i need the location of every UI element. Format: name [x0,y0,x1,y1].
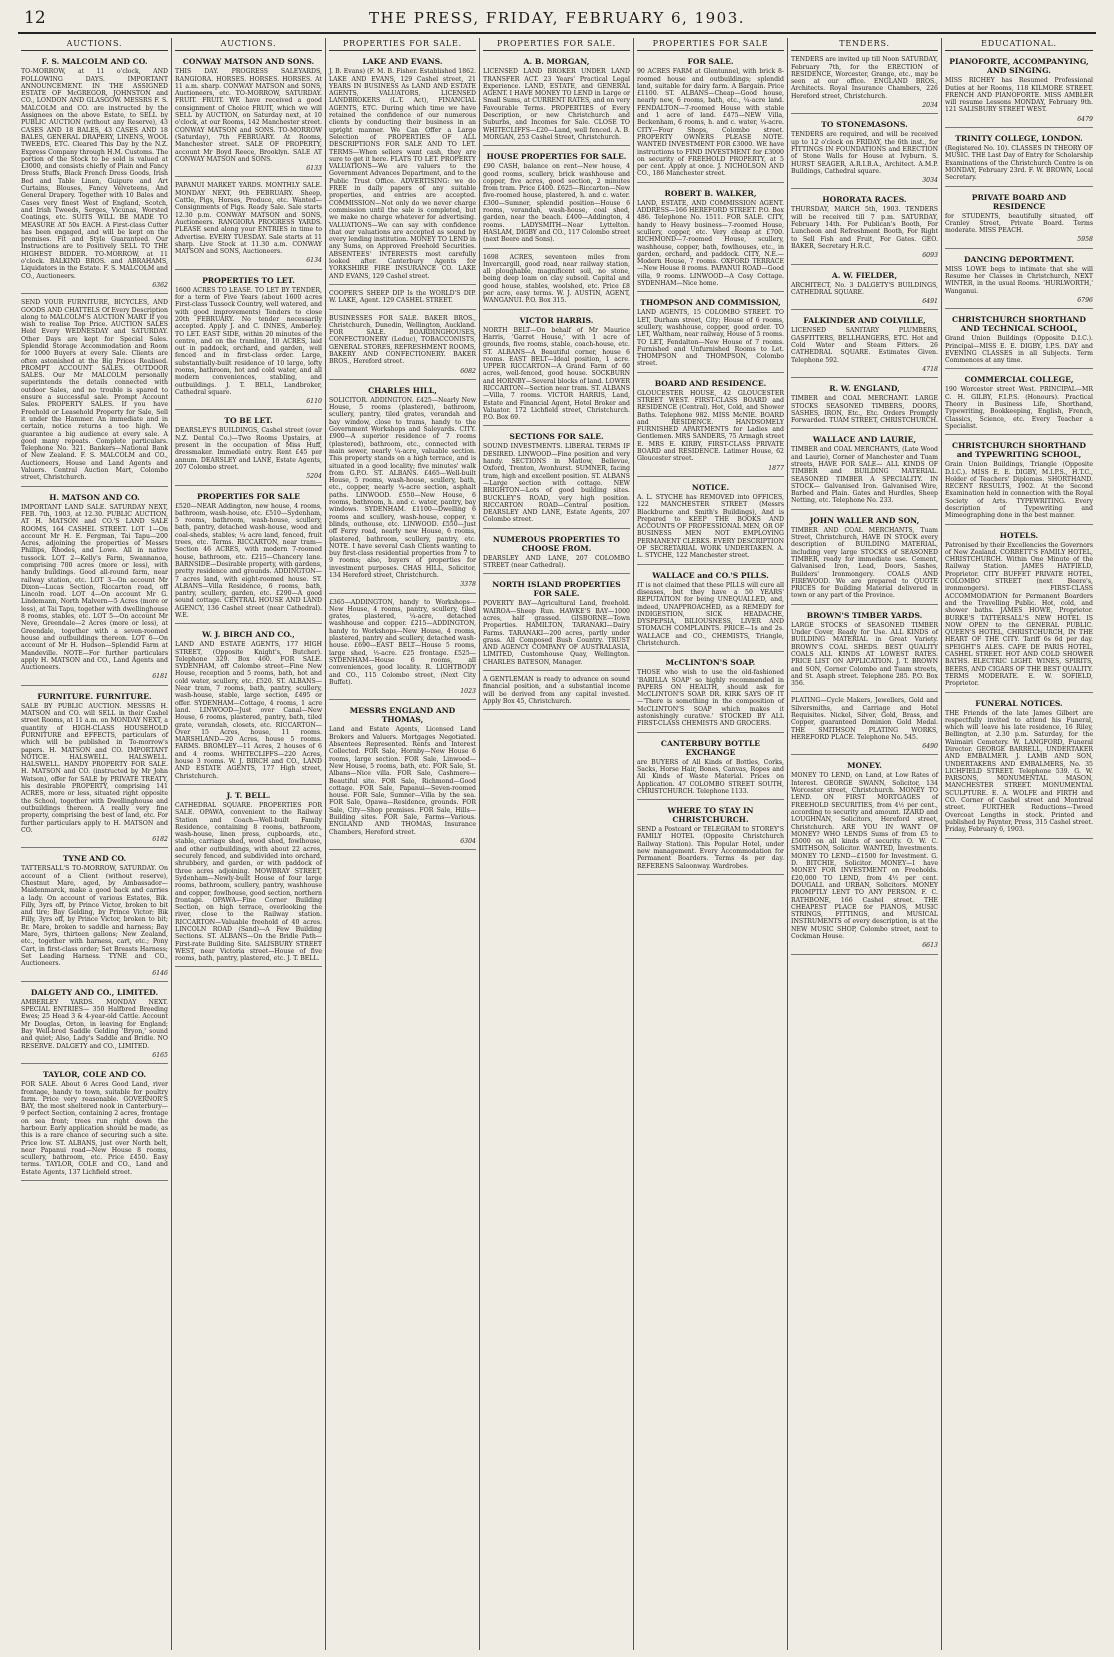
advertisement-title: HOUSE PROPERTIES FOR SALE. [486,152,627,162]
advertisement [791,313,938,378]
advertisement-title: CHRISTCHURCH SHORTHAND AND TECHNICAL SCHOOL, [952,315,1086,334]
advertisement [637,803,784,875]
advertisement-title: DALGETY AND CO., LIMITED. [30,987,159,997]
advertisement-title: PROPERTIES FOR SALE [197,491,300,501]
advertisement-reference: 6082 [460,367,476,375]
advertisement-title: LAKE AND EVANS. [362,57,443,67]
advertisement [21,851,168,981]
advertisement-title: NOTICE. [691,482,730,492]
advertisement [945,54,1093,128]
column-7 [942,38,1096,1650]
advertisement [175,489,322,625]
advertisement [175,273,322,411]
advertisement-body: LICENSED LAND BROKER UNDER LAND TRANSFER ACT. 23 Years' Practical Legal Experience. LAND, ESTATE, and GENERAL AGENT. I HAVE MONEY TO LEND in Large or Small Sums, at CURRENT RATES, and on very Favourable Terms. PROPERTIES of Every Description, or new Christchurch and Suburbs, and Incomes for Sale. CLOSE TO WHITECLIFFS—£20—Land, well fenced. A. B. MORGAN, 253 Cashel Street, Christchurch. [483,68,630,141]
advertisement [175,54,322,177]
advertisement-title: NUMEROUS PROPERTIES TO CHOOSE FROM. [492,534,621,553]
advertisement-title: WALLACE and CO.'S PILLS. [652,570,769,580]
page-number: 12 [24,8,46,28]
advertisement-reference: 6093 [922,252,938,260]
advertisement [791,758,938,954]
advertisement-body: TO-MORROW, at 11 o'clock, AND FOLLOWING DAYS. IMPORTANT ANNOUNCEMENT. IN THE ASSIGNED ESTATE OF McGREGOR, JOHNSTON and CO., LONDON AND GLASGOW. MESSRS F. S. MALCOLM and CO. are instructed by the Assignees on the above Estate, to SELL by PUBLIC AUCTION (without any Reserve), 43 CASES AND 18 BALES, 43 CASES AND 18 BALES, GENERAL DRAPERY, LINENS, WOOL TWEEDS, ETC. Cleared This Day by the N.Z. Express Company through H.M. Customs. The portion of the Stock to be sold is valued at £3000, and consists chiefly of Plain and Fancy Dress Stuffs, Black French Dress Goods, Irish Bed and Table Linen, Guipure and Art Curtains, Blouses, Fancy Velveteens, And General Drapery. Together with 10 Bales and Cases very finest West of England, Scotch, and Irish Tweeds, Serges, Vicunas, Worsted Coatings, etc. SUITS WILL BE MADE TO MEASURE AT 50s EACH. A First-class Cutter has been engaged, and will be kept on the premises. Fit and Style Guaranteed. Our Instructions are to Positively SELL TO THE HIGHEST BIDDER. TO-MORROW, at 11 o'clock. BALKIND BROS. and ABRAHAMS, Liquidators in the Estate. F. S. MALCOLM and CO., Auctioneers. [21,68,168,280]
advertisement [945,372,1093,435]
column-heading: EDUCATIONAL. [945,38,1093,51]
advertisement-body: SEND a Postcard or TELEGRAM to STOREY'S FAMILY HOTEL (Opposite Christchurch Railway Station). This Popular Hotel, under new management. Every Accommodation for Permanent Boarders. Terms 4s per day. REFERENS Saloonway. Wardrobes. [637,826,784,870]
advertisement-title: A. B. MORGAN, [523,57,590,67]
advertisement-title: HORORATA RACES. [822,195,907,205]
masthead [18,6,1096,34]
advertisement [329,597,476,701]
advertisement-body: (Registered No. 10). CLASSES IN THEORY OF MUSIC. THE Last Day of Entry for Scholarship Examinations of the Christchurch Centre is on MONDAY, February 23rd. F. W. BROWN, Local Secretary. [945,145,1093,182]
advertisement-body: Land and Estate Agents, Licensed Land Brokers and Valuers. Mortgages Negotiated. Absentees Represented. Rents and Interest Collected. FOR Sale, Hornby—New House 6 rooms, large section. FOR Sale, Linwood—New House, 5 rooms, bath, etc. FOR Sale, St. Albans—Nice villa. FOR Sale, Cashmere—Beautiful site. FOR Sale, Richmond—Good cottage. FOR Sale, Papanui—Seven-roomed house. FOR Sale, Sumner—Villa by the sea. FOR Sale, Opawa—Residence, grounds. FOR Sale, City—Shop premises. FOR Sale, Hills—Building sites. FOR Sale, Farms—Various. ENGLAND AND THOMAS, Insurance Chambers, Hereford street. [329,726,476,836]
column-heading: AUCTIONS. [21,38,168,51]
advertisement-body: FOR SALE. About 6 Acres Good Land, river frontage, handy to town, suitable for poultry farm. Price very reasonable. GOVERNOR'S BAY, the most sheltered nook in Canterbury—9 perfect Section, containing 2 acres, frontage on sea front; trees run right down the harbour. Early application should be made, as this is a rare chance of securing such a site. Price low. ST. ALBANS, just over North belt, near Papanui road—New House 8 rooms, scullery, bathroom, etc. Price £450. Easy terms. TAYLOR, COLE and CO., Land and Estate Agents, 137 Lichfield street. [21,1081,168,1176]
advertisement-body: 1600 ACRES TO LEASE. TO LET BY TENDER, for a term of Five Years (about 1600 acres First-class Tussock Country, well watered, and with good improvements) Tenders to close 20th FEBRUARY. No tender necessarily accepted. Apply J. and C. INNES, Amberley. TO LET. EAST SIDE, within 20 minutes of the centre, and on the tramline, 10 ACRES, laid out in paddock, orchard, and garden, well fenced and in first-class order. Large, substantially-built residence of 10 large, lofty rooms, bathroom, hot and cold water, and all modern conveniences, stabling, and outbuildings. J. T. BELL, Landbroker, Cathedral square. [175,286,322,396]
advertisement-title: JOHN WALLER AND SON, [809,515,920,525]
advertisement-reference: 6181 [152,673,168,681]
advertisement-body: ARCHITECT, No. 3 DALGETY'S BUILDINGS, CATHEDRAL SQUARE. [791,281,938,296]
advertisement-title: McCLINTON'S SOAP. [665,658,756,668]
advertisement [637,186,784,293]
advertisement [329,288,476,310]
advertisement [175,788,322,968]
advertisement-title: WHERE TO STAY IN CHRISTCHURCH. [667,806,754,825]
advertisement [791,192,938,264]
advertisement-title: J. T. BELL. [226,790,271,800]
advertisement-body: PLATING—Cycle Makers, Jewellers, Gold and Silversmiths, and Carriage and Hotel Requisites. Nickel, Silver, Gold, Brass, and Copper, guaranteed Dominion Gold Medal. THE SMITHSON PLATING WORKS, HEREFORD PLACE. Telephone No. 545. [791,697,938,741]
advertisement-reference: 6362 [152,281,168,289]
advertisement-body: BUSINESSES FOR SALE. BAKER BROS., Christchurch, Dunedin, Wellington, Auckland. FOR SALE. BOARDINGHOUSES, CONFECTIONERY (Leduc), TOBACCONISTS, GENERAL STORES, REFRESHMENT ROOMS, BAKERY AND CONFECTIONERY. BAKER BROS., Hereford street. [329,314,476,366]
advertisement-reference: 4718 [922,365,938,373]
advertisement-title: CHRISTCHURCH SHORTHAND and TYPEWRITING SCHOOL, [952,441,1086,460]
advertisement-title: BROWN'S TIMBER YARDS. [806,610,923,620]
advertisement-body: SEND YOUR FURNITURE, BICYCLES, AND GOODS AND CHATTELS Of Every Description along to MALCOLM'S AUCTION MART If you wish to realise Top Price. AUCTION SALES Held Every WEDNESDAY and SATURDAY. Other Days are kept for Special Sales. Splendid Storage Accommodation and Room for 1000 Buyers at every Sale. Clients are often astonished at the Big Prices Realised. PROMPT ACCOUNT SALES. OUTDOOR SALES. Our Mr MALCOLM personally superintends the details connected with outdoor Sales, and no trouble is spared to ensure a successful sale. Prompt Account Sales. PROPERTY SALES. If you have Freehold or Leasehold Property for Sale, Sell it under the Hammer. An immediate and in certain, notice returns a too high. We guarantee a big audience at every sale. A good many repeats. Complete particulars. Telephone No. 321. Bankers—National Bank of New Zealand. F. S. MALCOLM and CO., Auctioneers, House and Land Agents and Valuers. Central Auction Mart, Colombo street, Christchurch. [21,299,168,482]
advertisement [791,432,938,509]
advertisement-body: £90 CASH, balance on rent—New house, 4 good rooms, scullery, brick washhouse and copper, five acres, good section, 2 minutes from tram. Price £400. £625—Riccarton—New five-roomed house, plastered, h. and c. water. £300—Sumner, splendid position—House 6 rooms, verandah, wash-house, coal shed, garden, near the beach. £400—Addington, 4 rooms. LADYSMITH—Near Lyttelton. HASLAM, DIGBY and CO., 117 Colombo street (next Beere and Sons). [483,163,630,244]
advertisement [483,313,630,427]
advertisement-body: TIMBER and COAL MERCHANT. LARGE STOCKS SEASONED TIMBERS, DOORS, SASHES, IRON, Etc., Etc. Orders Promptly Forwarded. TUAM STREET, CHRISTCHURCH. [791,395,938,425]
advertisement-body: LARGE STOCKS of SEASONED TIMBER Under Cover, Ready for Use. ALL KINDS of BUILDING MATERIAL in Great Variety. BROWN'S COAL SHEDS. BEST QUALITY COALS ALL KINDS AT LOWEST RATES. PRICE LIST ON APPLICATION. J. T. BROWN and SON, Corner Colombo and Tuam streets, and St. Asaph street. Telephone 285. P.O. Box 356. [791,621,938,688]
advertisement-title: CANTERBURY BOTTLE EXCHANGE [660,738,761,757]
advertisement [791,695,938,755]
advertisement-body: Grand Union Buildings (Opposite D.I.C.). Principal—MISS E. E. DIGBY, I.P.S. DAY and EVENING CLASSES in all Subjects. Term Commences at any time. [945,335,1093,365]
advertisement-title: COMMERCIAL COLLEGE, [964,375,1074,385]
advertisement-reference: 6146 [152,969,168,977]
advertisement-body: are BUYERS of All Kinds of Bottles, Corks, Sacks, Horse Hair, Bones, Canvas, Ropes and All Kinds of Waste Material. Prices on Application. 47 COLOMBO STREET SOUTH, CHRISTCHURCH. Telephone 1133. [637,758,784,795]
advertisement-body: NORTH BELT—On behalf of Mr Maurice Harris, 'Garret House,' with 1 acre of grounds, five rooms, stable, coach-house, etc. ST. ALBANS—A Beautiful corner, house 6 rooms. EAST BELT—Ideal position, 1 acre. UPPER RICCARTON—A Grand Farm of 60 acres, well-fenced, good house. SOCKBURN and HORNBY—Several blocks of land. LOWER RICCARTON—Section near tram. ST. ALBANS—Villa, 7 rooms. VICTOR HARRIS, Land, Estate and Financial Agent, Hotel Broker and Valuator. 172 Lichfield street, Christchurch. P.O. Box 69. [483,326,630,422]
advertisement-body: THE Friends of the late James Gilbert are respectfully invited to attend his Funeral, which will leave his late residence, 16 Riley, Bellington, at 2.30 p.m. Saturday, for the Waimairi Cemetery. W. LANGFORD, Funeral Director. GEORGE BARRELL, UNDERTAKER AND EMBALMER. J. LAMB AND SON, UNDERTAKERS AND EMBALMERS, No. 35 LICHFIELD STREET. Telephone 539. G. W. PARSONS, MONUMENTAL MASON, MANCHESTER STREET. MONUMENTAL SCULPTURE. E. A. WOLFE and FIRTH and CO. Corner of Cashel street and Montreal street. FURTHER Reductions—Tweed Overcoat Lengths in stock. Printed and published by Paynter, Press, 315 Cashel street. Friday, February 6, 1903. [945,709,1093,834]
advertisement-body: 1698 ACRES, seventeen miles from Invercargill, good road, near railway station, all ploughable, magnificent soil, no stone, being deep loam on clay subsoil. Capital and good house, stables, woolshed, etc. Price £8 per acre, easy terms. W. J. AUSTIN, AGENT, WANGANUI. P.O. Box 315. [483,253,630,305]
column-3 [326,38,480,1650]
advertisement-body: Patronised by their Excellencies the Governors of New Zealand. CORBETT'S FAMILY HOTEL, CHRISTCHURCH. Within One Minute of the Railway Station. JAMES HATFIELD, Proprietor. CITY BUFFET PRIVATE HOTEL, COLOMBO STREET (next Beere's, ironmongers). FIRST-CLASS ACCOMMODATION for Permanent Boarders and the Travelling Public. Hot, cold, and shower baths. JAMES HOWE, Proprietor. BURKE'S TATTERSALL'S NEW HOTEL IS NOW OPEN to the GENERAL PUBLIC. QUEEN'S HOTEL, CHRISTCHURCH, IN THE HEART OF THE CITY. Tariff 6s 6d per day. SPEIGHT'S ALES. CAFE DE PARIS HOTEL, CASHEL STREET. HOT AND COLD SHOWER BATHS. ELECTRIC LIGHT. WINES, SPIRITS, BEERS, AND CIGARS OF THE BEST QUALITY. TERMS MODERATE. E. W. SOFIELD, Proprietor. [945,541,1093,688]
advertisement-body: Grain Union Buildings, Triangle (Opposite D.I.C.). MISS E. E. DIGBY, M.I.P.S., H.T.C., Holder of Teachers' Diplomas. SHORTHAND. RECENT RESULTS, 1902. At the Second Examination held in connection with the Royal Society of Arts. TYPEWRITING. Every description of Typewriting and Mimeographing done in the best manner. [945,461,1093,520]
advertisement-reference: 6479 [1077,115,1093,123]
advertisement-body: J. B. Evans) (F. M. B. Fisher. Established 1862. LAKE AND EVANS, 129 Cashel street, 21 YEARS IN BUSINESS As LAND AND ESTATE AGENTS, VALUATORS, LICENSED LANDBROKERS (L.T. Act), FINANCIAL AGENTS, ETC. During which time we have retained the confidence of our numerous clients by conducting their business in an upright manner. We Can Offer a Large Selection of PROPERTIES OF ALL DESCRIPTIONS FOR SALE AND TO LET. TERMS—When sellers want cash, they are sure to get it here. FLATS TO LET. PROPERTY VALUATIONS—We are valuers to the Government Advances Department, and to the Public Trust Office. ADVERTISING: we do FREE in daily papers of any suitable properties, and entries are accepted. COMMISSION—Not only do we never charge commission until the sale is completed, but we make no charge whatever for advertising. VALUATIONS—We can say with confidence that our valuations are accepted as sound by every lending institution. MONEY TO LEND in any Sums, on Approved Freehold Securities. ABSENTEES' INTERESTS most carefully looked after. Canterbury Agents for YORKSHIRE FIRE INSURANCE CO. LAKE AND EVANS, 129 Cashel street. [329,68,476,280]
advertisement [637,376,784,477]
advertisement-body: 190 Worcester street West. PRINCIPAL—MR C. H. GILBY, F.I.P.S. (Honours). Practical Theory in Business Life, Shorthand, Typewriting, Bookkeeping, English, French, Classics, Science, etc. Every Teacher a Specialist. [945,386,1093,430]
column-heading: AUCTIONS. [175,38,322,51]
advertisement [637,295,784,372]
advertisement-title: THOMPSON AND COMMISSION, [640,298,781,308]
advertisement-title: TAYLOR, COLE AND CO. [42,1070,147,1080]
advertisement [945,190,1093,249]
advertisement-title: FURNITURE. FURNITURE. [37,691,152,701]
advertisement-title: TO BE LET. [224,416,273,426]
newspaper-title: THE PRESS, FRIDAY, FEBRUARY 6, 1903. [368,9,746,27]
advertisement-title: TO STONEMASONS. [821,120,908,130]
advertisement-body: MISS LOWE begs to intimate that she will Resume her Classes in Christchurch, NEXT WINTER, in the usual Rooms. 'HURLWORTH,' Wanganui. [945,265,1093,295]
advertisement-title: ROBERT B. WALKER, [664,188,757,198]
advertisement-body: POVERTY BAY—Agricultural Land, freehold. WAIROA—Sheep Run. HAWKE'S BAY—1000 acres, half grassed. GISBORNE—Town Properties. HAMILTON, TARANAKI—Dairy Farms. TARANAKI—200 acres, partly under grass. All Composed Bush Country. TRUST AND AGENCY COMPANY OF AUSTRALASIA, LIMITED, Customhouse Quay, Wellington. CHARLES BATESON, Manager. [483,600,630,666]
advertisement-reference: 1023 [460,688,476,696]
advertisement-body: CATHEDRAL SQUARE. PROPERTIES FOR SALE. OPAWA, convenient to the Railway Station and Coach—Well-built Family Residence, containing 8 rooms, bathroom, wash-house, linen press, cupboards, etc., stable, carriage shed, wood shed, fowlhouse, and other outbuildings, with about 22 acres, securely fenced, and subdivided into orchard, shrubbery, and garden, or with paddock of three acres adjoining. MOWBRAY STREET, Sydenham—Newly-built House of four large rooms, bathroom, scullery, pantry, washhouse and copper, fowlhouse, good section, northern frontage. OPAWA—Fine Corner Building Section, on high terrace, overlooking the river, close to the Railway station. RICCARTON—Valuable freehold of 40 acres. LINCOLN ROAD (Sand)—A Few Building Sections. ST. ALBANS—On the Bridle Path—First-rate Building Site. SALISBURY STREET WEST, near Victoria street—House of five rooms, bath, pantry, plastered, etc. J. T. BELL. [175,801,322,963]
advertisement [329,313,476,380]
advertisement-body: TENDERS are required, and will be received up to 12 o'clock on FRIDAY, the 6th inst., for FITTINGS IN FOUNDATIONS and ERECTION of Stone Walls for House at Ivyburn. S. HURST SEAGER, A.R.I.B.A., Architect. A.M.P. Buildings, Cathedral square. [791,131,938,175]
advertisement-title: MONEY. [847,761,882,771]
advertisement [483,429,630,528]
advertisement-body: THURSDAY, MARCH 5th, 1903. TENDERS will be received till 7 p.m. SATURDAY, February 14th. For Publican's Booth, For Luncheon and Refreshment Booth, For Right to Sell Fish and Fruit, For Gates. GEO. BAKER, Secretary H.R.C. [791,206,938,250]
advertisement-body: TIMBER AND COAL MERCHANTS, Tuam Street, Christchurch, HAVE IN STOCK every description of BUILDING MATERIAL, including very large STOCKS of SEASONED TIMBER, ready for immediate use. Cement, Galvanised Iron, Lead, Doors, Sashes, Builders' Ironmongery. COALS AND FIREWOOD. We are prepared to QUOTE PRICES for Building Material delivered in town or any part of the Province. [791,526,938,600]
advertisement-body: 90 ACRES FARM at Glentunnel, with brick 8-roomed house and outbuildings; splendid land, suitable for dairy farm. A Bargain. Price £1100. ST. ALBANS—Cheap—Good house, nearly new, 6 rooms, bath, etc., ¼-acre land. FENDALTON—7-roomed House with stable and 1 acre of land. £475—NEW Villa, Beckenham, 6 rooms, h. and c. water, ¼-acre. CITY—Four Shops, Colombo street. PROPERTY OWNERS PLEASE NOTE. WANTED INVESTMENT FOR £3000. WE have instructions to FIND INVESTMENT for £3000 on security of FREEHOLD PROPERTY, at 5 per cent. Apply at once. J. NICHOLSON AND CO., 186 Manchester street. [637,68,784,178]
advertisement [21,689,168,849]
advertisement [483,577,630,671]
advertisement [945,252,1093,309]
advertisement-reference: 6490 [922,743,938,751]
advertisement-reference: 6613 [922,942,938,950]
advertisement-reference: 1877 [768,464,784,472]
advertisement-title: F. S. MALCOLM AND CO. [41,57,148,67]
advertisement-body: LAND, ESTATE, AND COMMISSION AGENT. ADDRESS—166 HEREFORD STREET. P.O. Box 486. Telephone No. 1511. FOR SALE. CITY, handy to Heavy business—7-roomed House, scullery, copper, etc. Very cheap at £700. RICHMOND—7-roomed House, scullery, washhouse, copper, bath, fowlhouses, etc., in garden, orchard, and paddock. CITY, N.E.—Modern House, 7 rooms. OXFORD TERRACE—New House 8 rooms. PAPANUI ROAD—Good villa, 9 rooms. LINWOOD—A Cosy Cottage. SYDENHAM—Nice home. [637,199,784,288]
advertisement-reference: 6134 [306,257,322,265]
column-heading: TENDERS. [791,38,938,51]
advertisement [21,1067,168,1181]
advertisement [945,438,1093,524]
advertisement [637,568,784,653]
advertisement-reference: 3378 [460,581,476,589]
advertisement-body: COOPER'S SHEEP DIP Is the WORLD'S DIP. W. LAKE, Agent. 129 CASHEL STREET. [329,289,476,305]
advertisement-title: PIANOFORTE, ACCOMPANYING, AND SINGING. [949,57,1089,76]
advertisement-title: TYNE AND CO. [62,854,127,864]
column-heading: PROPERTIES FOR SALE. [329,38,476,51]
advertisement-body: GLOUCESTER HOUSE, 42 GLOUCESTER STREET WEST. FIRST-CLASS BOARD and RESIDENCE (Central). Hot, Cold, and Shower Baths. Telephone 982. MISS McNIE. BOARD and RESIDENCE. HANDSOMELY FURNISHED APARTMENTS for Ladies and Gentlemen. MRS SANDERS, 75 Armagh street E. MRS E. KIRBY, FIRST-CLASS PRIVATE BOARD and RESIDENCE. Latimer House, 62 Gloucester street. [637,389,784,463]
advertisement [945,131,1093,186]
advertisement-title: FALKINDER AND COLVILLE, [803,316,926,326]
column-1 [18,38,172,1650]
advertisement [637,54,784,182]
advertisement [483,54,630,146]
advertisement-title: TRINITY COLLEGE, LONDON. [955,134,1083,144]
advertisement-body: for STUDENTS, beautifully situated, off Cranley Street, Private Board. Terms moderate. MISS PEACH. [945,212,1093,235]
advertisement [483,252,630,310]
advertisement-title: PROPERTIES TO LET. [202,275,295,285]
advertisement-body: A. L. STYCHE has REMOVED into OFFICES, 122 MANCHESTER STREET (Messrs Blackburne and Smith's Buildings), And is Prepared to KEEP THE BOOKS AND ACCOUNTS OF PROFESSIONAL MEN, OR OF BUSINESS MEN NOT EMPLOYING PERMANENT CLERKS. EVERY DESCRIPTION OF SECRETARIAL WORK UNDERTAKEN. A. L. STYCHE, 122 Manchester street. [637,493,784,560]
advertisement-body: IMPORTANT LAND SALE. SATURDAY NEXT, FEB. 7th, 1903, at 12.30. PUBLIC AUCTION, AT H. MATSON and CO.'S LAND SALE ROOMS, 164 CASHEL STREET. LOT 1—On account Mr H. E. Fergman, Tai Tapu—200 Acres, adjoining the properties of Messrs Phillips, Rhodes, and Lowe. All in native tussock. LOT 2—Kelly's Farm, Swannanoa, comprising 700 acres (more or less), with handy buildings. Good all-round farm, near railway station, etc. LOT 3—On account Mr Dixon—Lucas Section, Riccarton road, off Lincoln road. LOT 4—On account Mr G. Lindemann, North Malvern—5 Acres (more or less), at Tai Tapu, together with dwellinghouse 8 rooms, stables, etc. LOT 5—On account Mr Neve, Greendale—2 Acres (more or less), at Greendale, together with a seven-roomed house and outbuildings thereon. LOT 6—On account of Mr H. Hudson—Splendid Farm at Mandeville. NOTE—For further particulars apply H. MATSON and CO., Land Agents and Auctioneers. [21,503,168,672]
advertisement-body: AMBERLEY YARDS. MONDAY NEXT. SPECIAL ENTRIES— 350 Halfbred Breeding Ewes; 25 Head 3 & 4-year-old Cattle. Account Mr Douglas, Orton, in leaving for England; Bay Well-bred Saddle Gelding 'Bryon,' sound and quiet; Also, Lady's Saddle and Bridle. NO RESERVE. DALGETY and CO., LIMITED. [21,998,168,1050]
advertisement-reference: 6304 [460,837,476,845]
column-heading: PROPERTIES FOR SALE [637,38,784,51]
advertisement [21,985,168,1064]
advertisement [21,297,168,486]
column-6 [788,38,942,1650]
advertisement-body: DEARSLEY AND LANE, 207 COLOMBO STREET (near Cathedral). [483,554,630,570]
advertisement-title: VICTOR HARRIS. [519,315,594,325]
advertisement-title: HOTELS. [999,530,1039,540]
advertisement-body: SALE BY PUBLIC AUCTION. MESSRS H. MATSON and CO. will SELL in their Cashel street Rooms, at 11 a.m. on MONDAY NEXT, a quantity of HIGH-CLASS HOUSEHOLD FURNITURE and EFFECTS, particulars of which will be published in To-morrow's papers. H. MATSON and CO. IMPORTANT NOTICE. HALSWELL. HALSWELL. HALSWELL. HANDY PROPERTY FOR SALE. H. MATSON and CO. (instructed by Mr John Watson), offer for SALE by PRIVATE TREATY, his desirable PROPERTY, comprising 141 ACRES, more or less, situated right opposite the School, together with Dwellinghouse and outbuildings thereon. A really very fine property, comprising the best of land, etc. For further particulars apply to H. MATSON and CO. [21,702,168,834]
advertisement [791,117,938,189]
advertisement-reference: 6796 [1077,296,1093,304]
advertisement-reference: 6491 [922,298,938,306]
advertisement-body: LAND AND ESTATE AGENTS, 177 HIGH STREET, (Opposite Knight's, Butcher). Telephone 329. Box 460. FOR SALE. SYDENHAM, off Colombo street—Fine New House, reception and 5 rooms, bath, hot and cold water, scullery, etc. £520. ST. ALBANS—Near tram, 7 rooms, bath, pantry, scullery, wash-house, stable, large section, £495 or offer. SYDENHAM—Cottage, 4 rooms, 1 acre land. LINWOOD—Just over Canal—New House, 6 rooms, plastered, pantry, bath, tiled grate, verandah, closets, etc. RICCARTON—Over 15 Acres, house, 11 rooms. MARSHLAND—20 Acres, house 5 rooms. FARMS. BROMLEY—11 Acres, 2 houses of 6 and 4 rooms. WHITECLIFFS—220 Acres, house 3 rooms. W. J. BIRCH and CO., LAND AND ESTATE AGENTS, 177 High street, Christchurch. [175,641,322,780]
advertisement [637,736,784,800]
advertisement-body: TIMBER and COAL MERCHANTS, (Late Wood and Laurie), Corner of Manchester and Tuam streets, HAVE FOR SALE— ALL KINDS OF TIMBER and BUILDING MATERIAL. SEASONED TIMBER A SPECIALITY. IN STOCK— Galvanised Iron. Galvanised Wire, Barbed and Plain. Gates and Hurdles, Sheep Netting, etc. Telephone No. 233. [791,446,938,505]
advertisement-body: SOLICITOR. ADDINGTON. £425—Nearly New House, 5 rooms (plastered), bathroom, scullery, pantry, tiled grates, verandah and bay window, close to trams, handy to the Government Workshops and Saleyards. CITY. £900—A superior residence of 7 rooms (plastered), bathroom, etc., connected with main sewer, nearly ¼-acre, valuable section. This property stands on a high terrace, and is situated in a good locality; five minutes' walk from G.P.O. ST. ALBANS. £465—Well-built House, 5 rooms, wash-house, scullery, bath, etc., copper, nearly ¼-acre section, asphalt paths. LINWOOD. £550—New House, 6 rooms, bathroom, h. and c. water, pantry, bay windows. SYDENHAM. £1100—Dwelling 6 rooms and scullery, wash-house, copper, v. blinds, outhouse, etc. LINWOOD. £550—Just off Ferry road, nearly new House, 6 rooms, plastered, bathroom, scullery, pantry, etc. NOTE. I have several Cash Clients wanting to buy first-class residential properties from 7 to 9 rooms; also, buyers of properties for investment purposes. CHAS HILL, Solicitor, 134 Hereford street, Christchurch. [329,396,476,579]
advertisement-title: MESSRS ENGLAND AND THOMAS, [349,706,456,725]
advertisement-title: NORTH ISLAND PROPERTIES FOR SALE. [492,580,621,599]
advertisement-reference: 3034 [922,177,938,185]
advertisement-body: £520—NEAR Addington, new house, 4 rooms, bathroom, wash-house, etc. £510—Sydenham, 5 rooms, bathroom, wash-house, scullery, bath, pantry, detached wash-house, wood and coal-sheds, stables; ¼ acre land, fenced, fruit trees, etc. Terms. RICCARTON, near tram—Section 46 ACRES, with modern 7-roomed house, bathroom, etc. £215—Chancery lane. BARNSIDE—Desirable property, with gardens, pretty residence and grounds. ADDINGTON—7 acres land, with eight-roomed house. ST. ALBANS—Villa Residence, 6 rooms, bath, pantry, scullery, garden, etc. £290—A good sound cottage. CENTRAL HOUSE AND LAND AGENCY, 136 Cashel street (near Cathedral). W.E. [175,502,322,619]
advertisement-body: LICENSED SANITARY PLUMBERS, GASFITTERS, BELLHANGERS, ETC. Hot and Cold Water and Steam Fitters. 26 CATHEDRAL SQUARE. Estimates Given. Telephone 592. [791,327,938,364]
advertisement-body: LAND AGENTS, 15 COLOMBO STREET. TO LET, Durham street, City; House of 6 rooms, scullery, washhouse, copper, good order. TO LET, Waltham, near railway, House of 5 rooms. TO LET, Fendalton—New House of 7 rooms. Furnished and Unfurnished Rooms to Let. THOMPSON and THOMPSON, Colombo street. [637,309,784,368]
advertisement [945,312,1093,369]
advertisement [945,528,1093,693]
advertisement-title: FOR SALE. [687,57,734,67]
advertisement [329,54,476,285]
advertisement [791,268,938,311]
advertisement [21,54,168,294]
advertisement [175,627,322,785]
column-2 [172,38,326,1650]
advertisement [483,532,630,575]
advertisement-title: WALLACE AND LAURIE, [812,435,917,445]
advertisement [21,490,168,686]
advertisement-body: DEARSLEY'S BUILDINGS, Cashel street (over N.Z. Dental Co.)—Two Rooms Upstairs, at present in the occupation of Miss Huff, dressmaker. Immediate entry. Rent £45 per annum. DEARSLEY and LANE, Estate Agents, 207 Colombo street. [175,427,322,471]
advertisement [945,696,1093,839]
advertisement-body: MISS RICHEY has Resumed Professional Duties at her Rooms, 118 KILMORE STREET. FRENCH AND PIANOFORTE. MISS AMBLER will resume Lessons MONDAY, February 9th. 121 SALISBURY STREET WEST. [945,77,1093,114]
advertisement-reference: 6110 [306,398,322,406]
advertisement-reference: 6133 [306,165,322,173]
advertisement [483,674,630,710]
advertisement-reference: 6182 [152,836,168,844]
advertisement [175,180,322,269]
advertisement-body: THIS DAY. PROGRESS SALEYARDS, RANGIORA. HORSES. HORSES. HORSES. At 11 a.m. sharp. CONWAY MATSON and SONS, Auctioneers, etc. TO-MORROW, SATURDAY. FRUIT. FRUIT. WE have received a good consignment of Choice FRUIT, which we will SELL by AUCTION, on Saturday next, at 10 o'clock, at our Rooms, 142 Manchester street. CONWAY MATSON and SONS. TO-MORROW (Saturday), 7th FEBRUARY. At Rooms, Manchester street. SALE OF PROPERTY, account Mr Boyd Reece, Brooklyn. SALE AT CONWAY MATSON and SONS. [175,68,322,163]
advertisement-body: MONEY TO LEND, on Land, at Low Rates of Interest. GEORGE SWANN, Solicitor, 134 Worcester street, Christchurch. MONEY TO LEND. ON FIRST MORTGAGES of FREEHOLD SECURITIES, from 4½ per cent., according to security and amount. IZARD and LOUGHNAN, Solicitors, Hereford street, Christchurch. ARE YOU IN WANT OF MONEY? WHO LENDS Sums of from £5 to £5000 on all kinds of security. O. W. C. SMITHSON, Solicitor. WANTED, Investments. MONEY TO LEND—£1500 for Investment. G. D. BITCHIE, Solicitor. MONEY—I have MONEY FOR INVESTMENT on Freeholds. £20,000 TO LEND, from 4½ per cent. DOUGALL and URBAN, Solicitors. MONEY PROMPTLY LENT TO ANY PERSON. F. C. RATHBONE, 166 Cashel street. THE CHEAPEST PLACE for PIANOS, MUSIC STRINGS, FITTINGS, and MUSICAL INSTRUMENTS of every description, is at the NEW MUSIC SHOP, Colombo street, next to Cockman House. [791,772,938,941]
column-4 [480,38,634,1650]
advertisement-title: FUNERAL NOTICES. [975,698,1063,708]
advertisement-title: CONWAY MATSON AND SONS. [182,57,315,67]
advertisement-title: DANCING DEPORTMENT. [963,254,1075,264]
advertisement [483,149,630,248]
advertisement-body: IT is not claimed that these PILLS will cure all diseases, but they have a 50 YEARS' REPUTATION for being UNEQUALLED, and, indeed, UNAPPROACHED, as a REMEDY for INDIGESTION, SICK HEADACHE, DYSPEPSIA, BILIOUSNESS, LIVER AND STOMACH COMPLAINTS. PRICE—1s and 2s. WALLACE and CO., CHEMISTS, Triangle, Christchurch. [637,581,784,647]
advertisement-body: THOSE who wish to use the old-fashioned 'BARILLA SOAP' so highly recommended in PAPERS ON HEALTH, should ask for McCLINTON'S SOAP. DR. KIRK SAYS OF IT—'There is something in the composition of McCLINTON'S SOAP which makes it astonishingly curative.' STOCKED BY ALL FIRST-CLASS CHEMISTS AND GROCERS. [637,669,784,728]
advertisement-title: H. MATSON AND CO. [49,492,140,502]
advertisement-reference: 2034 [922,102,938,110]
advertisement-title: W. J. BIRCH AND CO., [202,630,295,640]
advertisement [329,703,476,850]
advertisement [791,513,938,605]
advertisement-body: A GENTLEMAN is ready to advance on sound financial position, and a substantial income will be derived from any capital invested. Apply Box 45, Christchurch. [483,676,630,705]
advertisement-title: CHARLES HILL, [368,385,437,395]
column-grid [18,38,1096,1650]
advertisement-reference: 6165 [152,1051,168,1059]
advertisement-body: £365—ADDINGTON, handy to Workshops—New House, 4 rooms, pantry, scullery, tiled grates, plastered, ¼-acre, detached washhouse and copper. £215—ADDINGTON, handy to Workshops—New House, 4 rooms, plastered, pantry and scullery, detached wash-house. £690—EAST BELT—House 5 rooms, large shed, ½-acre. £25 frontage. £525—SYDENHAM—House 6 rooms, all conveniences, good locality. R. LIGHTBODY and CO., 115 Colombo street, (Next City Buffet). [329,598,476,686]
advertisement-body: TATTERSALL'S TO-MORROW, SATURDAY. On account of a Client (without reserve), Chestnut Mare, aged, by Ambassador—Maidenmarck, make a good back and carries a lady. On account of various Estates, Bik. Filly, 3yrs off, by Prince Victor, broken to bit and tire; Bay Gelding, by Prince Victor; Bik Filly, 3yrs off, by Prince Victor, broken to bit; Br. Mare, broken to saddle and harness; Bay Mare, 5yrs, thirteen gallons; New Zealand, etc., together with harness, cart, etc.; Pony Cart, in first-class order; Set Breasts Harness; Set Leading Harness. TYNE and CO., Auctioneers. [21,865,168,968]
advertisement [791,381,938,429]
advertisement-body: PAPANUI MARKET YARDS. MONTHLY SALE. MONDAY NEXT, 9th FEBRUARY. Sheep, Cattle, Pigs, Horses, Produce, etc. Wanted—Consignments of Pigs. Ready Sale. Sale starts 12.30 p.m. CONWAY MATSON and SONS, Auctioneers. RANGIORA PROGRESS YARDS. PLEASE send along your ENTRIES in time to Advertise. EVERY TUESDAY. Sale starts at 11 sharp. Live Stock at 11.30 a.m. CONWAY MATSON and SONS, Auctioneers. [175,182,322,256]
advertisement [637,655,784,732]
advertisement-title: A. W. FIELDER, [831,270,898,280]
advertisement-title: R. W. ENGLAND, [829,384,900,394]
column-heading: PROPERTIES FOR SALE. [483,38,630,51]
advertisement-title: SECTIONS FOR SALE. [509,432,604,442]
advertisement-title: PRIVATE BOARD AND RESIDENCE [971,192,1067,211]
advertisement-title: BOARD AND RESIDENCE. [654,378,767,388]
advertisement [637,480,784,565]
advertisement-body: TENDERS are invited up till Noon SATURDAY, February 7th, for the ERECTION of RESIDENCE, Worcester, Grange, etc., may be seen at our office. ENGLAND BROS., Architects. Royal Insurance Chambers, 226 Hereford street, Christchurch. [791,56,938,100]
advertisement [791,608,938,693]
advertisement [175,413,322,485]
advertisement [791,54,938,114]
advertisement [329,383,476,594]
column-5 [634,38,788,1650]
advertisement-body: SOUND INVESTMENTS. LIBERAL TERMS IF DESIRED. LINWOOD—Fine position and very handy. SECTIONS in Matlow, Bellevue, Oxford, Trenton, Avonhurst. SUMNER, facing tram, high and excellent position. ST. ALBANS—Large section with cottage. NEW BRIGHTON—Lots of good building sites. BUCKLEY'S ROAD, very high position. RICCARTON ROAD—Central position. DEARSLEY AND LANE, Estate Agents, 207 Colombo street. [483,443,630,524]
advertisement-reference: 5204 [306,473,322,481]
advertisement-reference: 5958 [1077,236,1093,244]
